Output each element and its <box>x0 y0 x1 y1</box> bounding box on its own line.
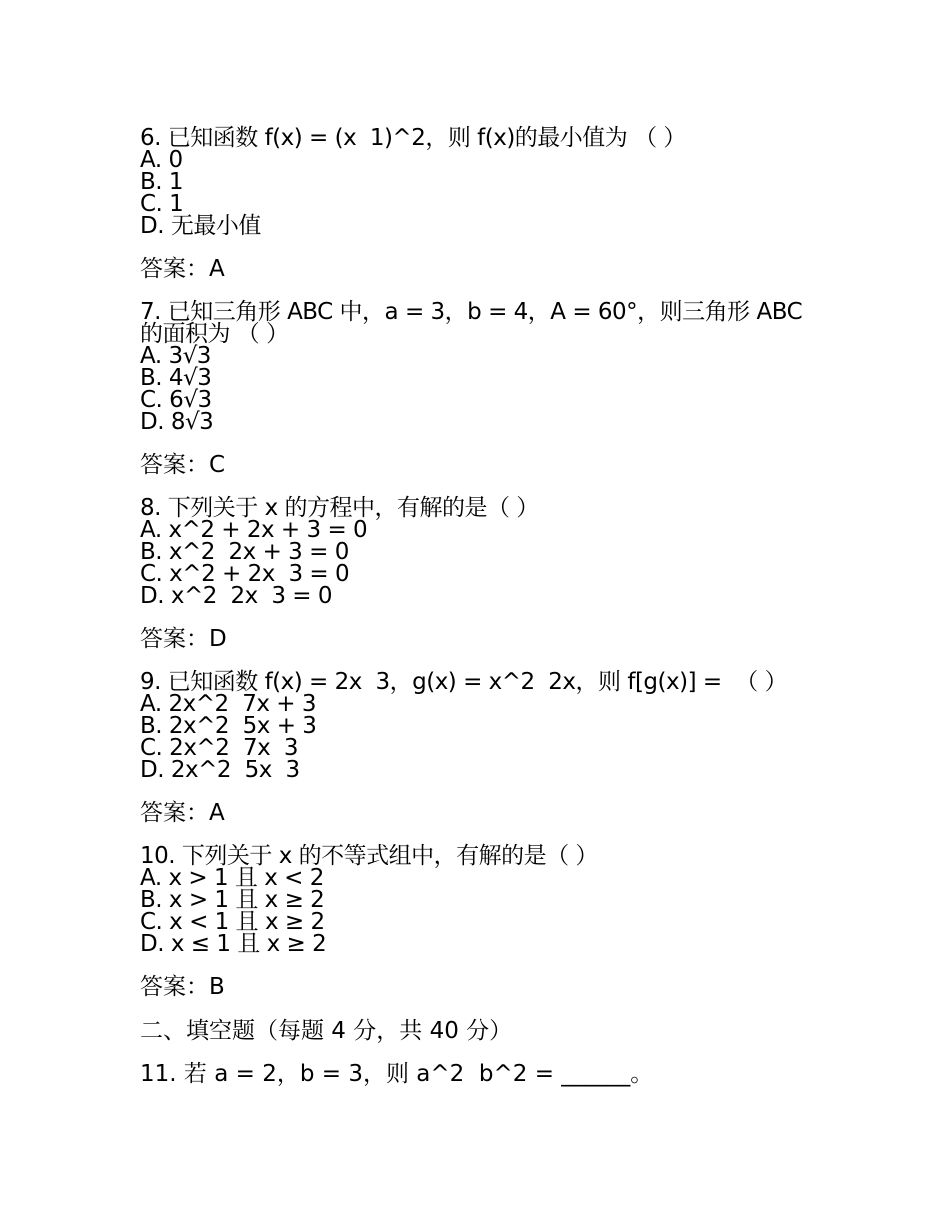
fill-in-question-11: 11. 若 a = 2，b = 3，则 a^2 b^2 = ______。 <box>140 1061 654 1087</box>
option-b: B. 1 <box>140 169 184 195</box>
option-a: A. 0 <box>140 147 183 173</box>
option-c: C. 2x^2 7x 3 <box>140 735 298 761</box>
answer-line: 答案：A <box>140 256 225 282</box>
option-c: C. x^2 + 2x 3 = 0 <box>140 561 350 587</box>
question-7 <box>140 301 820 477</box>
option-c: C. 6√3 <box>140 387 212 413</box>
option-a: A. x > 1 且 x < 2 <box>140 865 324 891</box>
question-9 <box>140 671 820 825</box>
option-a: A. 3√3 <box>140 343 211 369</box>
question-8 <box>140 497 820 651</box>
option-a: A. x^2 + 2x + 3 = 0 <box>140 517 368 543</box>
question-stem: 7. 已知三角形 ABC 中，a = 3，b = 4，A = 60°，则三角形 ABC 的面积为 （ ） <box>140 299 809 347</box>
option-b: B. x^2 2x + 3 = 0 <box>140 539 349 565</box>
document-page <box>140 127 820 1086</box>
option-d: D. 无最小值 <box>140 213 261 239</box>
question-stem: 8. 下列关于 x 的方程中，有解的是（ ） <box>140 495 539 521</box>
option-b: B. 2x^2 5x + 3 <box>140 713 317 739</box>
question-stem: 10. 下列关于 x 的不等式组中，有解的是（ ） <box>140 843 598 869</box>
option-d: D. 2x^2 5x 3 <box>140 757 300 783</box>
option-a: A. 2x^2 7x + 3 <box>140 691 316 717</box>
answer-line: 答案：B <box>140 974 225 1000</box>
question-stem: 6. 已知函数 f(x) = (x 1)^2，则 f(x)的最小值为 （ ） <box>140 125 686 151</box>
question-6 <box>140 127 820 281</box>
option-d: D. 8√3 <box>140 409 214 435</box>
option-b: B. x > 1 且 x ≥ 2 <box>140 887 325 913</box>
question-stem: 9. 已知函数 f(x) = 2x 3，g(x) = x^2 2x，则 f[g(x)] = （ ） <box>140 669 788 695</box>
answer-line: 答案：A <box>140 800 225 826</box>
option-b: B. 4√3 <box>140 365 212 391</box>
option-c: C. x < 1 且 x ≥ 2 <box>140 909 325 935</box>
option-d: D. x ≤ 1 且 x ≥ 2 <box>140 931 327 957</box>
option-c: C. 1 <box>140 191 184 217</box>
section-title: 二、填空题（每题 4 分，共 40 分） <box>140 1018 513 1044</box>
option-d: D. x^2 2x 3 = 0 <box>140 583 332 609</box>
answer-line: 答案：D <box>140 626 227 652</box>
question-10 <box>140 845 820 999</box>
answer-line: 答案：C <box>140 452 226 478</box>
